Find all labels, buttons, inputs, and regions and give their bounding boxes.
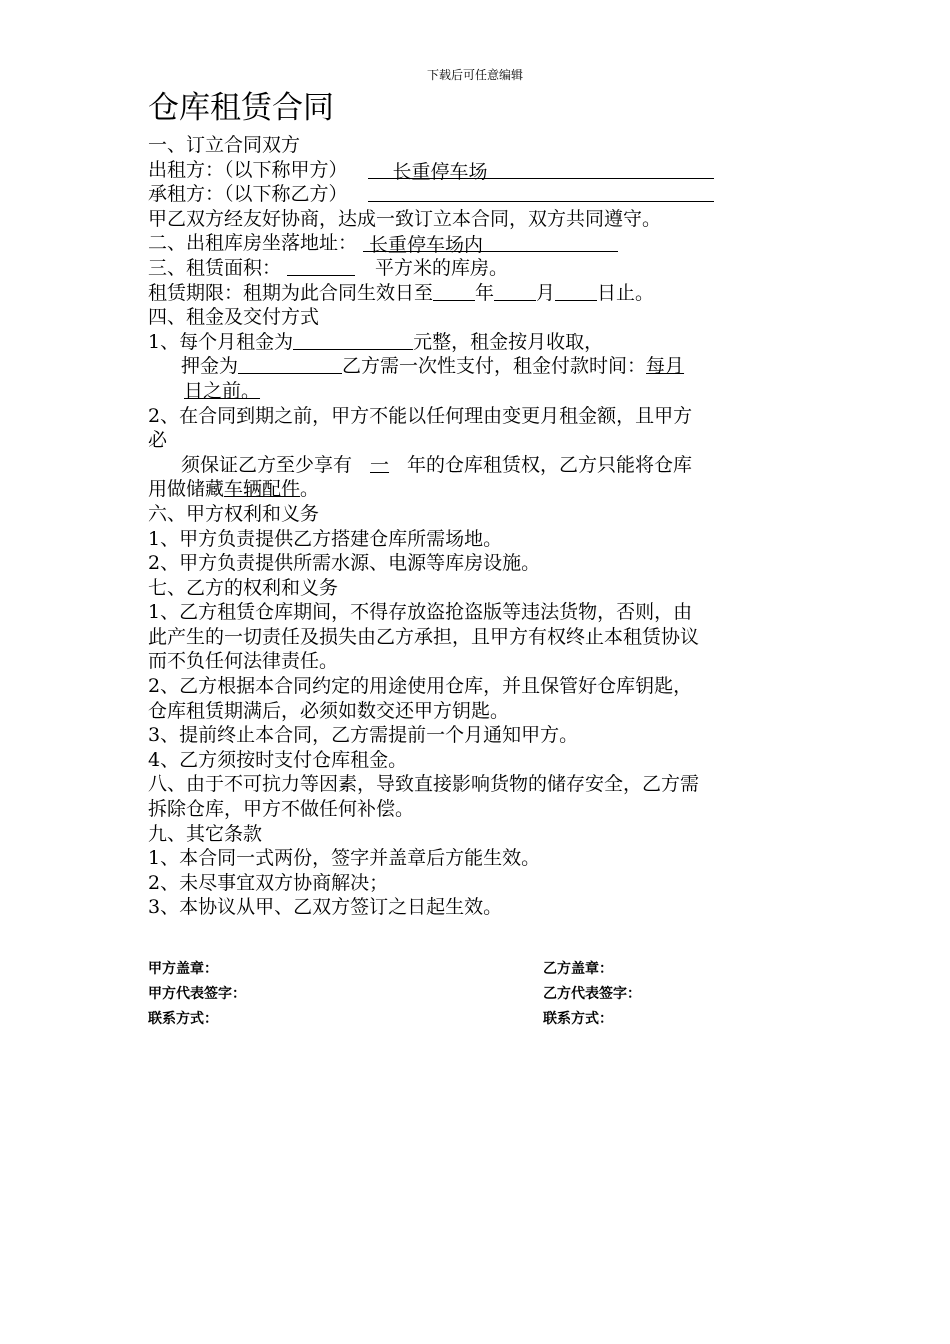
party-b-contact: 联系方式： — [543, 1011, 613, 1027]
clause-text: 须保证乙方至少享有 — [181, 453, 353, 476]
year-text: 年 — [475, 281, 495, 304]
document-title: 仓库租赁合同 — [148, 90, 334, 126]
section-heading: 七、乙方的权利和义务 — [148, 576, 339, 599]
month-field — [494, 282, 536, 301]
lease-years: 一 — [370, 453, 390, 476]
clause-line — [148, 453, 808, 478]
deposit-label: 押金为 — [181, 355, 239, 378]
lessor-line — [148, 158, 808, 183]
address-value: 长重停车场内 — [369, 234, 484, 257]
clause-line: 拆除仓库，甲方不做任何补偿。 — [148, 798, 415, 821]
agreement-line: 甲乙双方经友好协商，达成一致订立本合同，双方共同遵守。 — [148, 207, 662, 230]
lessee-field — [368, 183, 714, 202]
clause-line: 而不负任何法律责任。 — [148, 650, 339, 673]
area-line — [148, 256, 808, 281]
party-a-signature: 甲方代表签字： — [148, 986, 246, 1002]
party-a-contact: 联系方式： — [148, 1011, 218, 1027]
lessee-label: 承租方：（以下称乙方） — [148, 183, 348, 206]
section-heading: 九、其它条款 — [148, 822, 263, 845]
address-field — [363, 233, 618, 257]
clause-line: 3、提前终止本合同，乙方需提前一个月通知甲方。 — [148, 724, 579, 747]
address-line — [148, 231, 808, 256]
clause-line: 1、乙方租赁仓库期间，不得存放盗抢盗版等违法货物，否则，由 — [148, 601, 693, 624]
storage-use: 车辆配件 — [224, 478, 301, 501]
rent-line — [148, 330, 808, 355]
area-label: 三、租赁面积： — [148, 256, 282, 279]
month-text: 月 — [536, 281, 556, 304]
party-a-seal: 甲方盖章： — [148, 961, 218, 977]
area-field — [287, 257, 355, 276]
party-b-seal: 乙方盖章： — [543, 961, 613, 977]
address-label: 二、出租库房坐落地址： — [148, 232, 358, 255]
clause-line — [148, 477, 808, 502]
lessor-field — [368, 160, 714, 183]
clause-line: 4、乙方须按时支付仓库租金。 — [148, 748, 408, 771]
pay-time: 每月 — [646, 355, 685, 378]
clause-line: 1、本合同一式两份，签字并盖章后方能生效。 — [148, 847, 541, 870]
clause-line: 2、甲方负责提供所需水源、电源等库房设施。 — [148, 552, 541, 575]
party-b-signature: 乙方代表签字： — [543, 986, 641, 1002]
pay-day: 日之前。 — [184, 379, 261, 402]
deposit-field — [238, 355, 342, 374]
term-line — [148, 281, 808, 306]
deposit-line — [148, 354, 808, 379]
clause-line: 此产生的一切责任及损失由乙方承担，且甲方有权终止本租赁协议 — [148, 625, 700, 648]
day-field — [555, 282, 597, 301]
rent-text: 元整，租金按月收取， — [413, 330, 604, 353]
clause-line: 2、在合同到期之前，甲方不能以任何理由变更月租金额，且甲方 — [148, 404, 693, 427]
term-end: 日止。 — [597, 281, 655, 304]
lessee-line — [148, 182, 808, 207]
section-heading: 一、订立合同双方 — [148, 134, 301, 156]
lessor-value: 长重停车场 — [392, 160, 488, 183]
clause-line: 八、由于不可抗力等因素，导致直接影响货物的储存安全，乙方需 — [148, 773, 700, 796]
deposit-line-2 — [148, 379, 808, 404]
clause-line: 3、本协议从甲、乙双方签订之日起生效。 — [148, 896, 503, 919]
rent-label: 1、每个月租金为 — [148, 330, 294, 353]
clause-line: 必 — [148, 429, 168, 452]
clause-line: 1、甲方负责提供乙方搭建仓库所需场地。 — [148, 527, 503, 550]
term-label: 租赁期限：租期为此合同生效日至 — [148, 281, 434, 304]
area-unit: 平方米的库房。 — [375, 256, 509, 279]
rent-field — [293, 331, 413, 350]
lessor-label: 出租方：（以下称甲方） — [148, 158, 348, 181]
clause-line: 2、未尽事宜双方协商解决； — [148, 871, 389, 894]
clause-text: 。 — [300, 478, 320, 501]
year-field — [433, 282, 475, 301]
section-heading: 四、租金及交付方式 — [148, 306, 320, 329]
page-header: 下载后可任意编辑 — [426, 68, 523, 82]
clause-line: 2、乙方根据本合同约定的用途使用仓库，并且保管好仓库钥匙， — [148, 675, 693, 698]
deposit-text: 乙方需一次性支付，租金付款时间： — [342, 355, 647, 378]
clause-text: 年的仓库租赁权，乙方只能将仓库 — [407, 453, 693, 476]
contract-body — [148, 133, 808, 920]
clause-text: 用做储藏 — [148, 478, 225, 501]
section-heading: 六、甲方权利和义务 — [148, 502, 320, 525]
clause-line: 仓库租赁期满后，必须如数交还甲方钥匙。 — [148, 699, 510, 722]
